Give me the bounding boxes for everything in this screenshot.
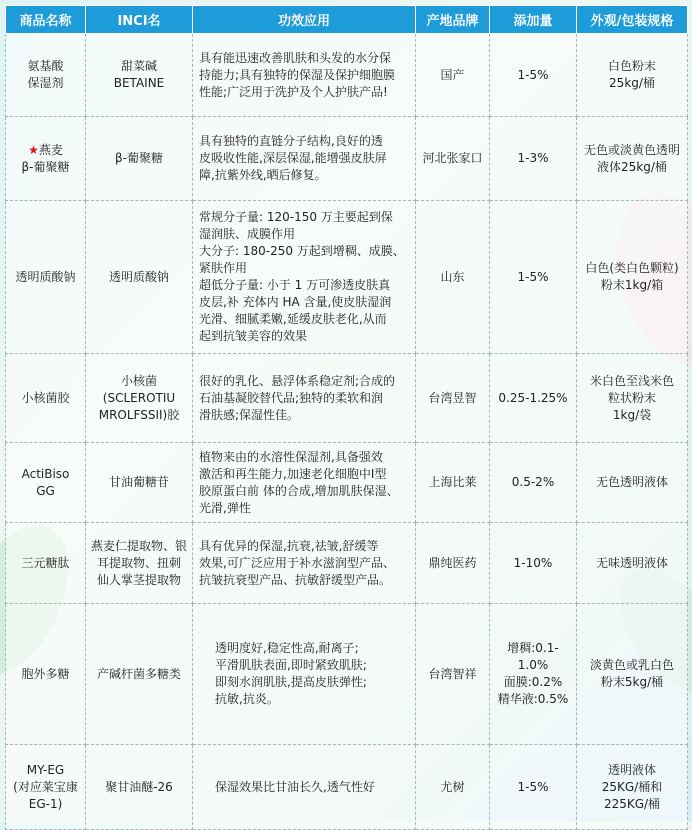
appearance-packaging-cell [577,201,688,354]
efficacy-line: 皮吸收性能,深层保湿,能增强皮肤屏 [199,151,387,165]
efficacy-line: 平滑肌肤表面,即时紧致肌肤; [215,658,367,672]
efficacy-cell [193,604,416,745]
efficacy-cell [193,201,416,354]
inci-name-line: 燕麦仁提取物、银 [90,538,187,553]
header-efficacy: 功效应用 [193,6,416,34]
efficacy-line: 即刻水润肌肤,提高皮肤弹性; [215,675,367,689]
product-name-line: (对应莱宝康 [13,779,78,794]
product-name-cell [6,117,86,201]
efficacy-line: 植物来由的水溶性保湿剂,具备强效 [199,449,383,464]
header-dosage: 添加量 [490,6,577,34]
efficacy-line: 皮层,补 充体内 HA 含量,使皮肤湿润 [199,295,392,309]
inci-name-line: 小核菌 [120,373,157,388]
inci-name-cell [86,604,193,745]
appearance-packaging-line: 25kg/桶 [609,76,655,90]
table-header-row [6,6,688,34]
inci-name-line: BETAINE [113,76,165,90]
appearance-packaging-line: 淡黄色或乳白色 [589,658,674,672]
dosage-cell [490,34,577,117]
efficacy-cell [193,745,416,830]
table-row [6,604,688,745]
appearance-packaging-line: 粉末1kg/箱 [600,278,664,292]
table-row [6,443,688,523]
efficacy-line: 石油基凝胶替代品;独特的柔软和润 [199,390,384,405]
appearance-packaging-line: 25KG/桶和 [601,779,663,794]
inci-name-line: 聚甘油醚-26 [105,779,173,794]
dosage-cell [490,117,577,201]
origin-brand-cell: 山东 [416,201,490,354]
table-row [6,201,688,354]
appearance-packaging-line: 液体25kg/桶 [597,159,667,174]
efficacy-line: 具有独特的直链分子结构,良好的透 [199,134,383,148]
efficacy-line: 湿润肤、成膜作用 [199,227,296,241]
appearance-packaging-line: 1kg/袋 [612,407,652,422]
product-name-cell [6,604,86,745]
efficacy-line: 效果,可广泛应用于补水滋润型产品、 [199,555,395,570]
efficacy-cell [193,117,416,201]
appearance-packaging-cell [577,34,688,117]
product-name-line: 燕麦 [38,142,63,157]
appearance-packaging-line: 白色(类白色颗粒) [585,261,679,275]
efficacy-line: 具有能迅速改善肌肤和头发的水分保 [199,50,392,65]
efficacy-line: 紧肤作用 [199,261,248,275]
inci-name-line: 透明质酸钠 [108,269,169,284]
appearance-packaging-line: 米白色至浅米色 [589,373,674,388]
product-name-line-wrapper [10,142,81,159]
dosage-line: 1-5% [517,269,549,284]
dosage-cell [490,354,577,443]
product-name-line: GG [36,483,55,498]
inci-name-cell [86,523,193,604]
efficacy-line: 抗皱抗衰型产品、抗敏舒缓型产品。 [199,572,392,587]
inci-name-cell [86,117,193,201]
dosage-cell [490,443,577,523]
origin-brand-cell: 鼎纯医药 [416,523,490,604]
appearance-packaging-line: 白色粉末 [607,59,656,73]
product-name-line: β-葡聚糖 [21,159,70,174]
header-inci-name: INCI名 [86,6,193,34]
efficacy-line: 透明度好,稳定性高,耐离子; [215,641,359,655]
appearance-packaging-cell [577,523,688,604]
table-row [6,117,688,201]
appearance-packaging-cell [577,443,688,523]
efficacy-line: 抗敏,抗炎。 [215,692,279,706]
header-product-name: 商品名称 [6,6,86,34]
dosage-line: 0.5-2% [511,475,555,489]
product-name-line: 三元糖肽 [21,555,70,570]
efficacy-line: 常规分子量: 120-150 万主要起到保 [199,210,393,224]
efficacy-line: 光滑、细腻柔嫩,延缓皮肤老化,从而 [199,312,387,326]
dosage-line: 1-5% [517,779,549,794]
dosage-line: 增稠:0.1-1.0% [507,641,559,672]
efficacy-line: 保湿效果比甘油长久,透气性好 [215,779,375,794]
efficacy-line: 激活和再生能力,加速老化细胞中Ⅰ型 [199,466,387,481]
inci-name-line: 仙人掌茎提取物 [96,572,181,587]
product-name-cell [6,745,86,830]
dosage-cell [490,604,577,745]
appearance-packaging-line: 透明液体 [607,762,656,777]
efficacy-line: 具有优异的保湿,抗衰,祛皱,舒缓等 [199,538,379,553]
table-row [6,34,688,117]
efficacy-line: 超低分子量: 小于 1 万可渗透皮肤真 [199,278,391,292]
product-name-cell [6,523,86,604]
efficacy-line: 很好的乳化、悬浮体系稳定剂;合成的 [199,373,396,388]
table-body [6,34,688,830]
product-name-line: 胞外多糖 [21,666,70,681]
dosage-line: 精华液:0.5% [497,692,569,706]
origin-brand-cell: 尤树 [416,745,490,830]
appearance-packaging-line: 无色或淡黄色透明 [583,142,680,157]
star-icon: ★ [28,142,39,157]
dosage-line: 1-10% [513,555,553,570]
product-name-line: EG-1) [28,796,63,811]
inci-name-cell [86,34,193,117]
inci-name-cell [86,443,193,523]
dosage-line: 面膜:0.2% [503,675,563,689]
efficacy-line: 胶原蛋白前 体的合成,增加肌肤保湿、 [199,483,399,498]
efficacy-line: 持能力;具有独特的保湿及保护细胞膜 [199,67,396,82]
efficacy-line: 大分子: 180-250 万起到增稠、成膜、 [199,244,405,258]
efficacy-cell [193,354,416,443]
product-name-cell [6,34,86,117]
product-name-line: 保湿剂 [27,76,64,90]
ingredient-table [5,5,688,830]
efficacy-cell [193,443,416,523]
efficacy-line: 起到抗皱美容的效果 [199,329,308,343]
appearance-packaging-line: 无味透明液体 [595,555,668,570]
inci-name-cell [86,354,193,443]
appearance-packaging-cell [577,745,688,830]
inci-name-line: MROLFSSII)胶 [98,407,180,422]
inci-name-line: (SCLEROTIU [102,390,176,405]
appearance-packaging-line: 225KG/桶 [603,796,661,811]
origin-brand-cell: 台湾昱智 [416,354,490,443]
efficacy-line: 滑肤感;保湿性佳。 [199,407,300,422]
inci-name-line: 甜菜碱 [120,59,157,73]
dosage-cell [490,745,577,830]
dosage-line: 0.25-1.25% [498,390,568,405]
appearance-packaging-cell [577,604,688,745]
inci-name-line: 耳提取物、扭刺 [96,555,181,570]
table-row [6,523,688,604]
efficacy-line: 障,抗紫外线,晒后修复。 [199,168,327,182]
product-name-line: 小核菌胶 [21,390,70,405]
dosage-cell [490,523,577,604]
origin-brand-cell: 台湾智祥 [416,604,490,745]
header-origin-brand: 产地品牌 [416,6,490,34]
efficacy-line: 性能;广泛用于洗护及个人护肤产品! [199,84,388,99]
appearance-packaging-line: 粉末5kg/桶 [600,675,664,689]
inci-name-line: 甘油葡糖苷 [108,475,169,489]
efficacy-cell [193,34,416,117]
product-name-line: ActiBiso [21,466,70,481]
product-name-line: 透明质酸钠 [15,269,76,284]
appearance-packaging-line: 粒状粉末 [607,390,656,405]
appearance-packaging-line: 无色透明液体 [595,475,668,489]
product-name-cell [6,443,86,523]
inci-name-line: β-葡聚糖 [115,151,163,165]
efficacy-line: 光滑,弹性 [199,500,251,515]
appearance-packaging-cell [577,354,688,443]
origin-brand-cell: 河北张家口 [416,117,490,201]
origin-brand-cell: 上海比莱 [416,443,490,523]
dosage-line: 1-5% [517,67,549,82]
inci-name-cell [86,745,193,830]
dosage-cell [490,201,577,354]
product-name-cell [6,354,86,443]
table-row [6,745,688,830]
efficacy-cell [193,523,416,604]
product-name-line: MY-EG [26,762,65,777]
appearance-packaging-cell [577,117,688,201]
origin-brand-cell: 国产 [416,34,490,117]
product-name-cell [6,201,86,354]
inci-name-cell [86,201,193,354]
table-row [6,354,688,443]
inci-name-line: 产碱杆菌多糖类 [96,666,181,681]
dosage-line: 1-3% [517,151,549,165]
header-appearance-packaging: 外观/包装规格 [577,6,688,34]
product-name-line: 氨基酸 [27,59,64,73]
